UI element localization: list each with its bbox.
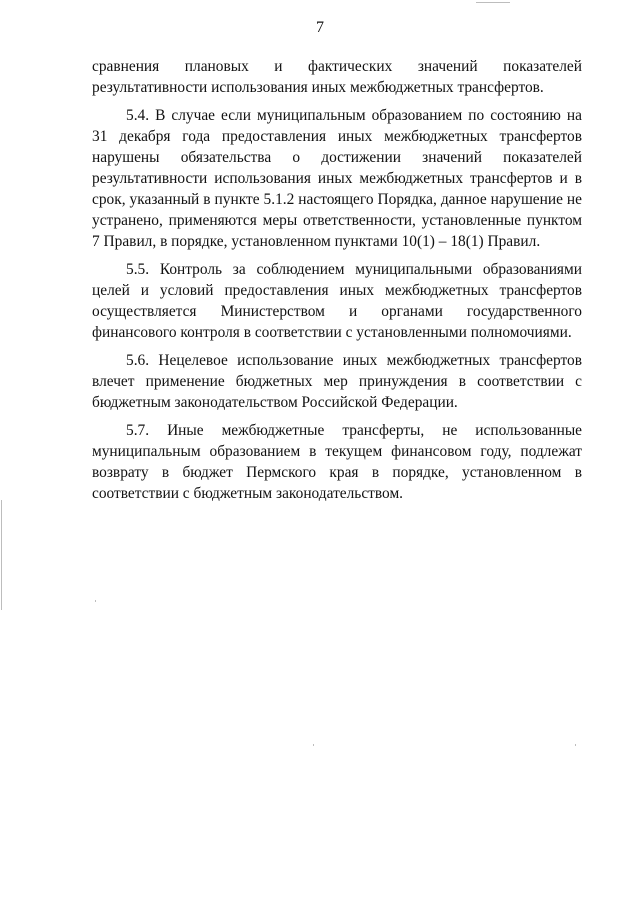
paragraph-5-7: 5.7. Иные межбюджетные трансферты, не использованные муниципальным образованием в текущем финансовом году, подлежат возврату в бюджет Пермского края в порядке, установленном в соответствии с бюджетным законодательством. xyxy=(92,422,582,502)
document-body xyxy=(92,56,582,511)
paragraph-continuation: сравнения плановых и фактических значений показателей результативности использования иных межбюджетных трансфертов. xyxy=(92,58,582,96)
scan-artifact-dot-1 xyxy=(95,600,96,602)
paragraph-5-5: 5.5. Контроль за соблюдением муниципальными образованиями целей и условий предоставления иных межбюджетных трансфертов осуществляется Министерством и органами государственного финансового контроля в соответствии с установленными полномочиями. xyxy=(92,261,582,341)
scan-artifact-left-edge xyxy=(1,500,2,610)
paragraph-5-4: 5.4. В случае если муниципальным образованием по состоянию на 31 декабря года предоставления иных межбюджетных трансфертов нарушены обязательства о достижении значений показателей результативности использования иных межбюджетных трансфертов и в срок, указанный в пункте 5.1.2 настоящего Порядка, данное нарушение не устранено, применяются меры ответственности, установленные пунктом 7 Правил, в порядке, установленном пунктами 10(1) – 18(1) Правил. xyxy=(92,107,582,250)
scan-artifact-top-right xyxy=(476,2,510,3)
scan-artifact-dot-2 xyxy=(313,744,314,746)
paragraph-5-6: 5.6. Нецелевое использование иных межбюджетных трансфертов влечет применение бюджетных мер принуждения в соответствии с бюджетным законодательством Российской Федерации. xyxy=(92,352,582,411)
scan-artifact-dot-3 xyxy=(575,744,576,746)
page-number: 7 xyxy=(316,19,324,36)
